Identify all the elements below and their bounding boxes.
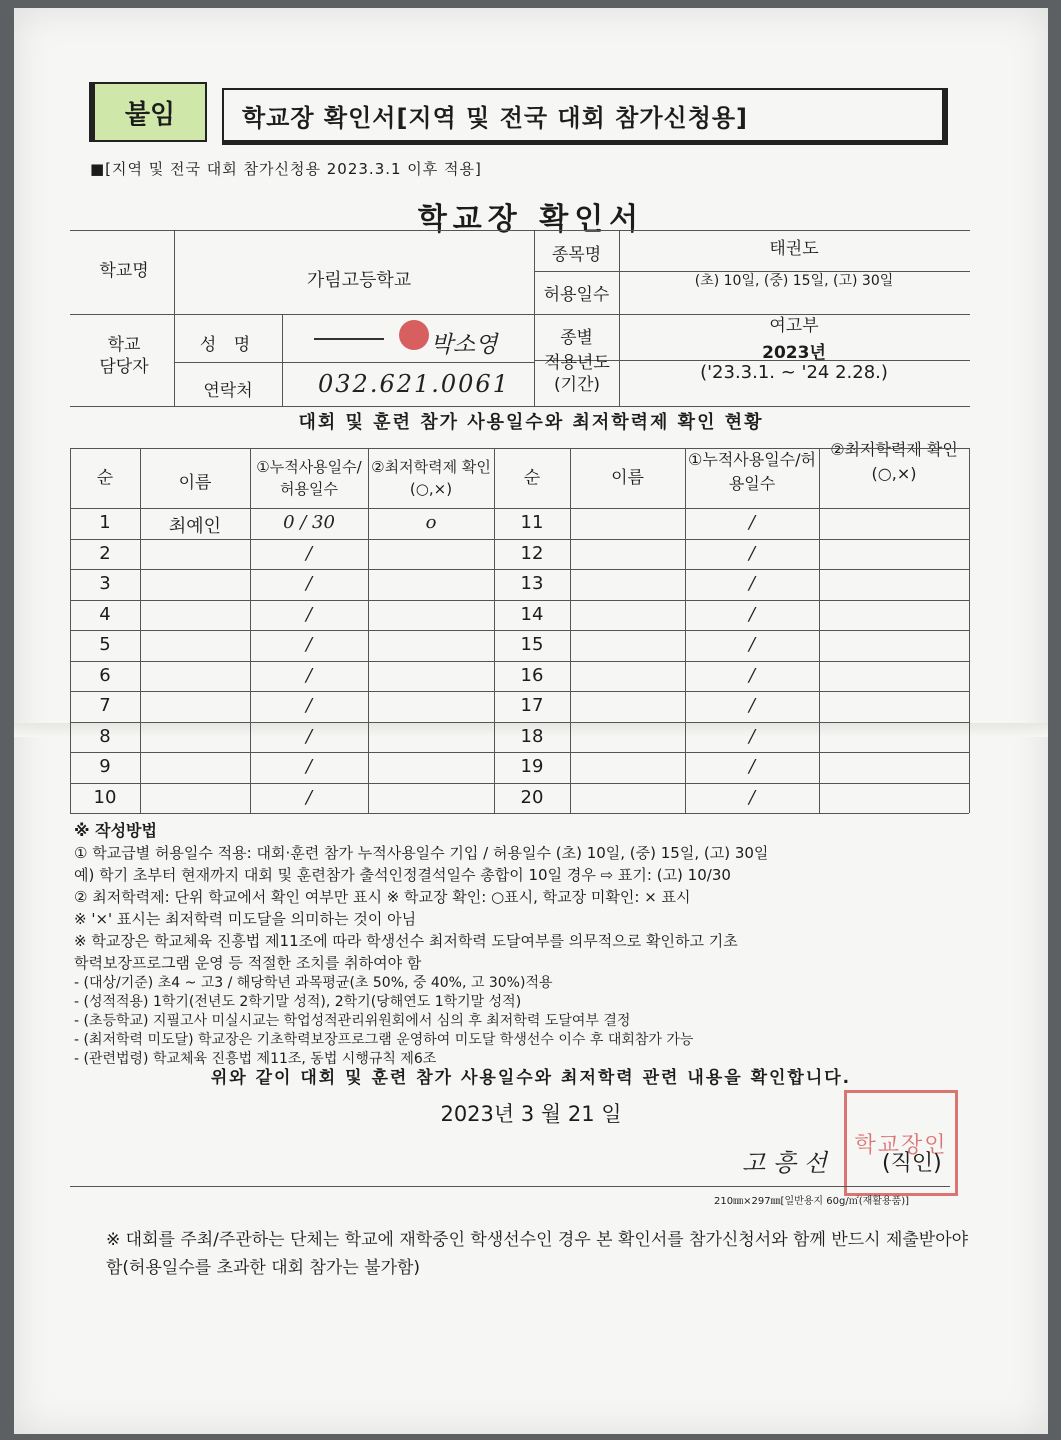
row-days-right: / (748, 756, 756, 777)
row-days-right: / (748, 634, 756, 655)
row-number: 4 (99, 603, 111, 625)
row-days: / (305, 725, 313, 747)
instruction-line: ② 최저학력제: 단위 학교에서 확인 여부만 표시 ※ 학교장 확인: ○표시, 학교장 미확인: × 표시 (74, 888, 691, 906)
col-check-right: ②최저학력제 확인(○,×) (830, 440, 958, 483)
year-label: 적용년도 (기간) (544, 353, 610, 395)
event-label: 종목명 (551, 245, 602, 265)
row-days-right: / (748, 542, 756, 564)
instruction-line: - (성적적용) 1학기(전년도 2학기말 성적), 2학기(당해연도 1학기말 성적) (74, 994, 522, 1010)
col-check-left: ②최저학력제 확인(○,×) (371, 458, 491, 498)
table-rule (70, 691, 969, 692)
strikethrough-icon (314, 338, 384, 340)
applies-note: ■[지역 및 전국 대회 참가신청용 2023.3.1 이후 적용] (90, 160, 482, 178)
name-value: 박소영 (430, 332, 498, 358)
event-value: 태권도 (769, 239, 819, 259)
table-rule (140, 448, 141, 813)
row-number-right: 16 (520, 664, 544, 686)
row-number: 2 (99, 542, 111, 564)
table-rule (70, 508, 969, 509)
sign-date: 2023년 3 월 21 일 (440, 1102, 622, 1126)
col-name-right: 이름 (611, 468, 644, 488)
table-rule (570, 448, 571, 813)
row-days: / (305, 542, 313, 564)
row-number: 6 (99, 664, 111, 686)
row-days-right: / (748, 603, 756, 625)
row-number-right: 12 (520, 542, 544, 564)
row-number-right: 11 (520, 512, 544, 533)
paper-spec: 210㎜×297㎜[일반용지 60g/㎡(재활용품)] (714, 1196, 910, 1207)
category-label: 종별 (560, 328, 593, 348)
table-rule (70, 752, 969, 753)
row-days: / (305, 603, 313, 625)
table-rule (70, 661, 969, 662)
table-rule (70, 813, 969, 814)
row-check: o (425, 512, 437, 533)
school-seal (844, 1090, 958, 1196)
table-rule (70, 569, 969, 570)
row-days: / (305, 573, 313, 594)
official-stamp-label: (직인) (882, 1151, 942, 1176)
table-rule (70, 600, 969, 601)
principal-signature: 고 흥 선 (742, 1149, 827, 1177)
instructions-title: ※ 작성방법 (74, 821, 157, 840)
table-rule (70, 448, 969, 449)
row-number: 9 (99, 756, 111, 777)
instruction-line: ※ 학교장은 학교체육 진흥법 제11조에 따라 학생선수 최저학력 도달여부를 의무적으로 확인하고 기초 (74, 932, 738, 950)
row-name: 최예인 (168, 516, 222, 537)
row-days-right: / (748, 725, 756, 747)
instruction-line: 예) 학기 초부터 현재까지 대회 및 훈련참가 출석인정결석일수 총합이 10일 경우 ⇨ 표기: (고) 10/30 (74, 866, 731, 884)
instruction-line: 학력보장프로그램 운영 등 적절한 조치를 취하여야 함 (74, 954, 422, 972)
name-label: 성 명 (199, 335, 257, 355)
footer-note: ※ 대회를 주최/주관하는 단체는 학교에 재학중인 학생선수인 경우 본 확인서를 참가신청서와 함께 반드시 제출받아야 함(허용일수를 초과한 대회 참가는 불가함) (106, 1230, 969, 1278)
row-number: 8 (99, 725, 111, 747)
row-days-right: / (748, 573, 756, 594)
table-rule (368, 448, 369, 813)
row-days: / (305, 756, 313, 777)
table-rule (70, 448, 71, 813)
row-number-right: 13 (520, 573, 544, 594)
col-name-left: 이름 (178, 473, 212, 493)
main-title: 학교장 확인서 (417, 202, 645, 237)
row-days: / (305, 634, 313, 655)
table-rule (70, 539, 969, 540)
category-value: 여고부 (769, 316, 819, 336)
row-number-right: 19 (520, 756, 544, 777)
instruction-line: ① 학교급별 허용일수 적용: 대회·훈련 참가 누적사용일수 기입 / 허용일수 (초) 10일, (중) 15일, (고) 30일 (74, 844, 769, 862)
year-value: 2023년 (762, 343, 826, 363)
instruction-line: - (대상/기준) 초4 ~ 고3 / 해당학년 과목평균(초 50%, 중 40%, 고 30%)적용 (74, 975, 553, 991)
row-number-right: 20 (520, 786, 544, 808)
row-days-right: / (748, 664, 756, 686)
table-rule (494, 448, 495, 813)
col-days-right: ①누적사용일수/허용일수 (688, 450, 816, 493)
attachment-label: 붙임 (89, 82, 207, 142)
table-rule (70, 722, 969, 723)
instruction-line: ※ '×' 표시는 최저학력 미도달을 의미하는 것이 아님 (74, 910, 417, 928)
period-value: ('23.3.1. ~ '24 2.28.) (700, 362, 888, 383)
row-number: 10 (93, 786, 117, 808)
instructions (74, 820, 1004, 1069)
table-rule (70, 783, 969, 784)
table-rule (969, 448, 970, 813)
school-name-value: 가림고등학교 (306, 270, 412, 291)
row-days: / (305, 664, 313, 686)
col-no-right: 순 (523, 468, 541, 488)
seal-text: 학교장인 (854, 1132, 948, 1158)
row-number-right: 17 (520, 695, 544, 716)
allowed-days-value: (초) 10일, (중) 15일, (고) 30일 (694, 273, 894, 289)
row-number: 7 (99, 695, 111, 716)
row-days-right: / (748, 695, 756, 716)
allowed-days-label: 허용일수 (543, 285, 610, 305)
instruction-line: - (최저학력 미도달) 학교장은 기초학력보장프로그램 운영하여 미도달 학생선수 이수 후 대회참가 가능 (74, 1032, 694, 1048)
row-number: 1 (99, 512, 111, 533)
personal-seal-icon (399, 320, 429, 350)
table-rule (70, 630, 969, 631)
row-number: 5 (99, 634, 111, 655)
col-days-left: ①누적사용일수/허용일수 (256, 458, 362, 498)
row-number-right: 15 (520, 634, 544, 655)
table-rule (819, 448, 820, 813)
contact-person-label: 학교 담당자 (99, 335, 149, 377)
confirmation-statement: 위와 같이 대회 및 훈련 참가 사용일수와 최저학력 관련 내용을 확인합니다. (210, 1068, 852, 1088)
table-rule (685, 448, 686, 813)
table-rule (250, 448, 251, 813)
row-number-right: 14 (520, 603, 544, 625)
phone-value: 032.621.0061 (318, 370, 510, 398)
row-days: 0 / 30 (283, 512, 335, 533)
phone-label: 연락처 (203, 381, 253, 401)
col-no-left: 순 (96, 468, 114, 488)
row-days: / (305, 695, 313, 716)
status-section-title: 대회 및 훈련 참가 사용일수와 최저학력제 확인 현황 (298, 412, 764, 433)
instruction-line: - (초등학교) 지필고사 미실시교는 학업성적관리위원회에서 심의 후 최저학력 도달여부 결정 (74, 1013, 631, 1029)
instruction-line: - (관련법령) 학교체육 진흥법 제11조, 동법 시행규칙 제6조 (74, 1051, 437, 1067)
row-days-right: / (748, 512, 756, 533)
row-number: 3 (99, 573, 111, 594)
row-days: / (305, 786, 313, 808)
row-number-right: 18 (520, 725, 544, 747)
row-days-right: / (748, 786, 756, 808)
document-paper (14, 8, 1048, 1434)
school-name-label: 학교명 (99, 261, 149, 281)
document-heading: 학교장 확인서[지역 및 전국 대회 참가신청용] (222, 88, 948, 145)
